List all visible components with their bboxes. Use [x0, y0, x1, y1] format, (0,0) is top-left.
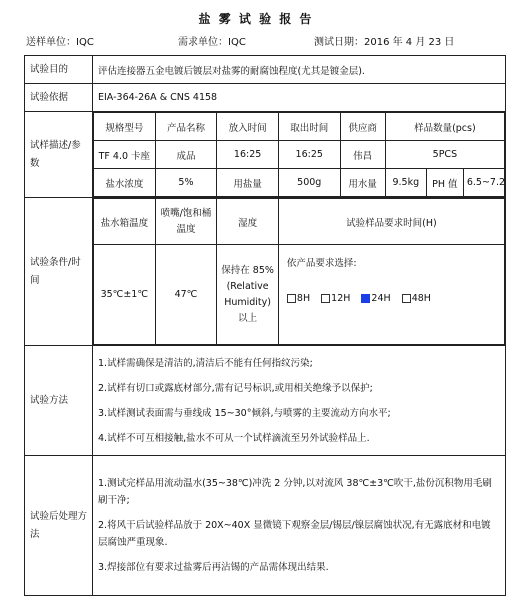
post-item: 2.将风干后试验样品放于 20X~40X 显微镜下观察金层/锡层/镍层腐蚀状况,有无露底材和电镀层腐蚀严重现象.	[98, 520, 491, 548]
product-name-value: 成品	[155, 141, 217, 169]
supplier-value: 伟昌	[340, 141, 385, 169]
checkbox-24h[interactable]	[361, 294, 370, 303]
humidity-header: 湿度	[217, 199, 279, 245]
checkbox-48h[interactable]	[402, 294, 411, 303]
checkbox-8h[interactable]	[287, 294, 296, 303]
sample-label: 试样描述/参数	[25, 112, 93, 198]
purpose-label: 试验目的	[25, 56, 93, 84]
option-8h[interactable]: 8H	[287, 293, 310, 304]
box-temp-value: 35℃±1℃	[94, 245, 156, 345]
out-time-value: 16:25	[278, 141, 340, 169]
spec-value: TF 4.0 卡座	[94, 141, 156, 169]
checkbox-12h[interactable]	[321, 294, 330, 303]
humidity-value: 保持在 85%(Relative Humidity) 以上	[217, 245, 279, 345]
method-item: 3.试样测试表面需与垂线成 15~30°倾斜,与喷雾的主要流动方向水平;	[98, 407, 391, 419]
quantity-header: 样品数量(pcs)	[385, 113, 504, 141]
basis-text: EIA-364-26A & CNS 4158	[93, 84, 506, 112]
nozzle-temp-header: 喷嘴/饱和桶温度	[155, 199, 217, 245]
water-amount-value: 9.5kg	[385, 169, 426, 197]
nozzle-temp-value: 47℃	[155, 245, 217, 345]
in-time-header: 放入时间	[217, 113, 279, 141]
conditions-label: 试验条件/时间	[25, 198, 93, 346]
salt-amount-label: 用盐量	[217, 169, 279, 197]
report-table	[24, 55, 506, 596]
ph-label: PH 值	[426, 169, 463, 197]
post-treatment-row	[25, 456, 506, 596]
in-time-value: 16:25	[217, 141, 279, 169]
report-title: 盐 雾 试 验 报 告	[198, 12, 314, 26]
box-temp-header: 盐水箱温度	[94, 199, 156, 245]
salt-concentration-value: 5%	[155, 169, 217, 197]
post-item: 3.焊接部位有要求过盐雾后再沾锡的产品需体现出结果.	[98, 562, 329, 573]
option-12h[interactable]: 12H	[321, 293, 350, 304]
sample-row	[25, 112, 506, 198]
spec-header: 规格型号	[94, 113, 156, 141]
requester-unit: 需求单位：IQC	[178, 37, 246, 48]
sample-table	[93, 112, 505, 197]
ph-value: 6.5~7.2	[463, 169, 504, 197]
test-date: 测试日期：2016 年 4 月 23 日	[314, 37, 455, 48]
post-item: 1.测试完样品用流动温水(35~38℃)冲洗 2 分钟,以对流风 38℃±3℃吹干,盐份沉积物用毛刷刷干净;	[98, 478, 492, 506]
method-label: 试验方法	[25, 346, 93, 456]
out-time-header: 取出时间	[278, 113, 340, 141]
product-name-header: 产品名称	[155, 113, 217, 141]
purpose-text: 评估连接器五金电镀后镀层对盐雾的耐腐蚀程度(尤其是镀金层).	[93, 56, 506, 84]
sender-unit: 送样单位：IQC	[26, 37, 94, 48]
supplier-header: 供应商	[340, 113, 385, 141]
time-requirement-header: 试验样品要求时间(H)	[278, 199, 504, 245]
salt-amount-value: 500g	[278, 169, 340, 197]
salt-concentration-label: 盐水浓度	[94, 169, 156, 197]
quantity-value: 5PCS	[385, 141, 504, 169]
option-24h[interactable]: 24H	[361, 293, 390, 304]
basis-label: 试验依据	[25, 84, 93, 112]
water-amount-label: 用水量	[340, 169, 385, 197]
method-item: 1.试样需确保是清洁的,清洁后不能有任何指纹污染;	[98, 357, 313, 369]
method-item: 4.试样不可互相接触,盐水不可从一个试样滴流至另外试验样品上.	[98, 432, 370, 444]
basis-row	[25, 84, 506, 112]
purpose-row	[25, 56, 506, 84]
time-options	[287, 293, 496, 304]
conditions-row	[25, 198, 506, 346]
option-48h[interactable]: 48H	[402, 293, 431, 304]
method-item: 2.试样有切口或露底材部分,需有记号标识,或用相关绝缘予以保护;	[98, 382, 373, 394]
time-requirement-note: 依产品要求选择:	[286, 258, 357, 269]
method-row	[25, 346, 506, 456]
post-treatment-label: 试验后处理方法	[25, 456, 93, 596]
conditions-table	[93, 198, 505, 345]
